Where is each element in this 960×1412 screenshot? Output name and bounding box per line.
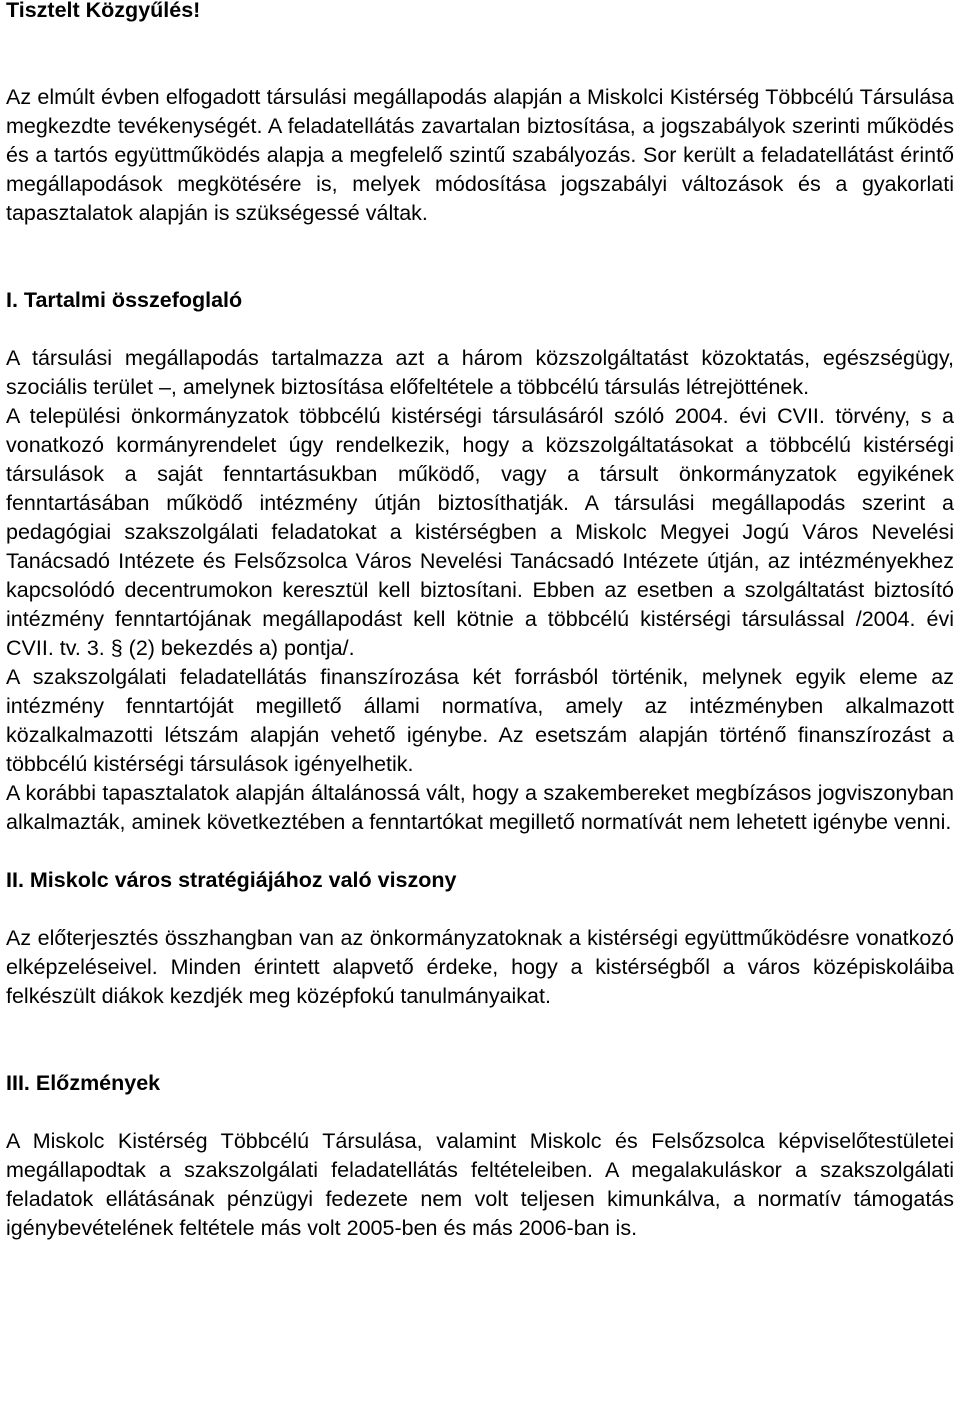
section-3-paragraph-1: A Miskolc Kistérség Többcélú Társulása, valamint Miskolc és Felsőzsolca képviselőtestületei megállapodtak a szakszolgálati feladatellátás feltételeiben. A megalakuláskor a szakszolgálati feladatok ellátásának pénzügyi fedezete nem volt teljesen kimunkálva, a normatív támogatás igénybevételének feltétele más volt 2005-ben és más 2006-ban is. xyxy=(6,1129,954,1240)
greeting-heading: Tisztelt Közgyűlés! xyxy=(6,0,201,22)
section-1-paragraph-4: A korábbi tapasztalatok alapján általánossá vált, hogy a szakembereket megbízásos jogviszonyban alkalmazták, aminek következtében a fenntartókat megillető normatívát nem lehetett igénybe venni. xyxy=(6,781,954,834)
section-1-paragraph-1: A társulási megállapodás tartalmazza azt a három közszolgáltatást közoktatás, egészségügy, szociális terület –, amelynek biztosítása előfeltétele a többcélú társulás létrejöttének. xyxy=(6,346,954,399)
intro-paragraph: Az elmúlt évben elfogadott társulási megállapodás alapján a Miskolci Kistérség Többcélú Társulása megkezdte tevékenységét. A feladatellátás zavartalan biztosítása, a jogszabályok szerinti működés és a tartós együttműködés alapja a megfelelő szintű szabályozás. Sor került a feladatellátást érintő megállapodások megkötésére is, melyek módosítása jogszabályi változások és a gyakorlati tapasztalatok alapján is szükségessé váltak. xyxy=(6,85,954,225)
section-1-paragraph-3: A szakszolgálati feladatellátás finanszírozása két forrásból történik, melynek egyik eleme az intézmény fenntartóját megillető állami normatíva, amely az intézményben alkalmazott közalkalmazotti létszám alapján vehető igénybe. Az esetszám alapján történő finanszírozást a többcélú kistérségi társulások igényelhetik. xyxy=(6,665,954,776)
section-3-heading: III. Előzmények xyxy=(6,1071,161,1095)
document-page xyxy=(6,0,954,1243)
section-1-paragraph-2: A települési önkormányzatok többcélú kistérségi társulásáról szóló 2004. évi CVII. törvény, s a vonatkozó kormányrendelet úgy rendelkezik, hogy a közszolgáltatásokat a többcélú kistérségi társulások a saját fenntartásukban működő, vagy a társult önkormányzatok egyikének fenntartásában működő intézmény útján biztosíthatják. A társulási megállapodás szerint a pedagógiai szakszolgálati feladatokat a kistérségben a Miskolc Megyei Jogú Város Nevelési Tanácsadó Intézete és Felsőzsolca Város Nevelési Tanácsadó Intézete útján, az intézményekhez kapcsolódó decentrumokon keresztül kell biztosítani. Ebben az esetben a szolgáltatást biztosító intézmény fenntartójának megállapodást kell kötnie a többcélú kistérségi társulással /2004. évi CVII. tv. 3. § (2) bekezdés a) pontja/. xyxy=(6,404,954,660)
section-2-paragraph-1: Az előterjesztés összhangban van az önkormányzatoknak a kistérségi együttműködésre vonatkozó elképzeléseivel. Minden érintett alapvető érdeke, hogy a kistérségből a város középiskoláiba felkészült diákok kezdjék meg középfokú tanulmányaikat. xyxy=(6,926,954,1008)
section-1-heading: I. Tartalmi összefoglaló xyxy=(6,288,243,312)
section-2-heading: II. Miskolc város stratégiájához való viszony xyxy=(6,868,457,892)
